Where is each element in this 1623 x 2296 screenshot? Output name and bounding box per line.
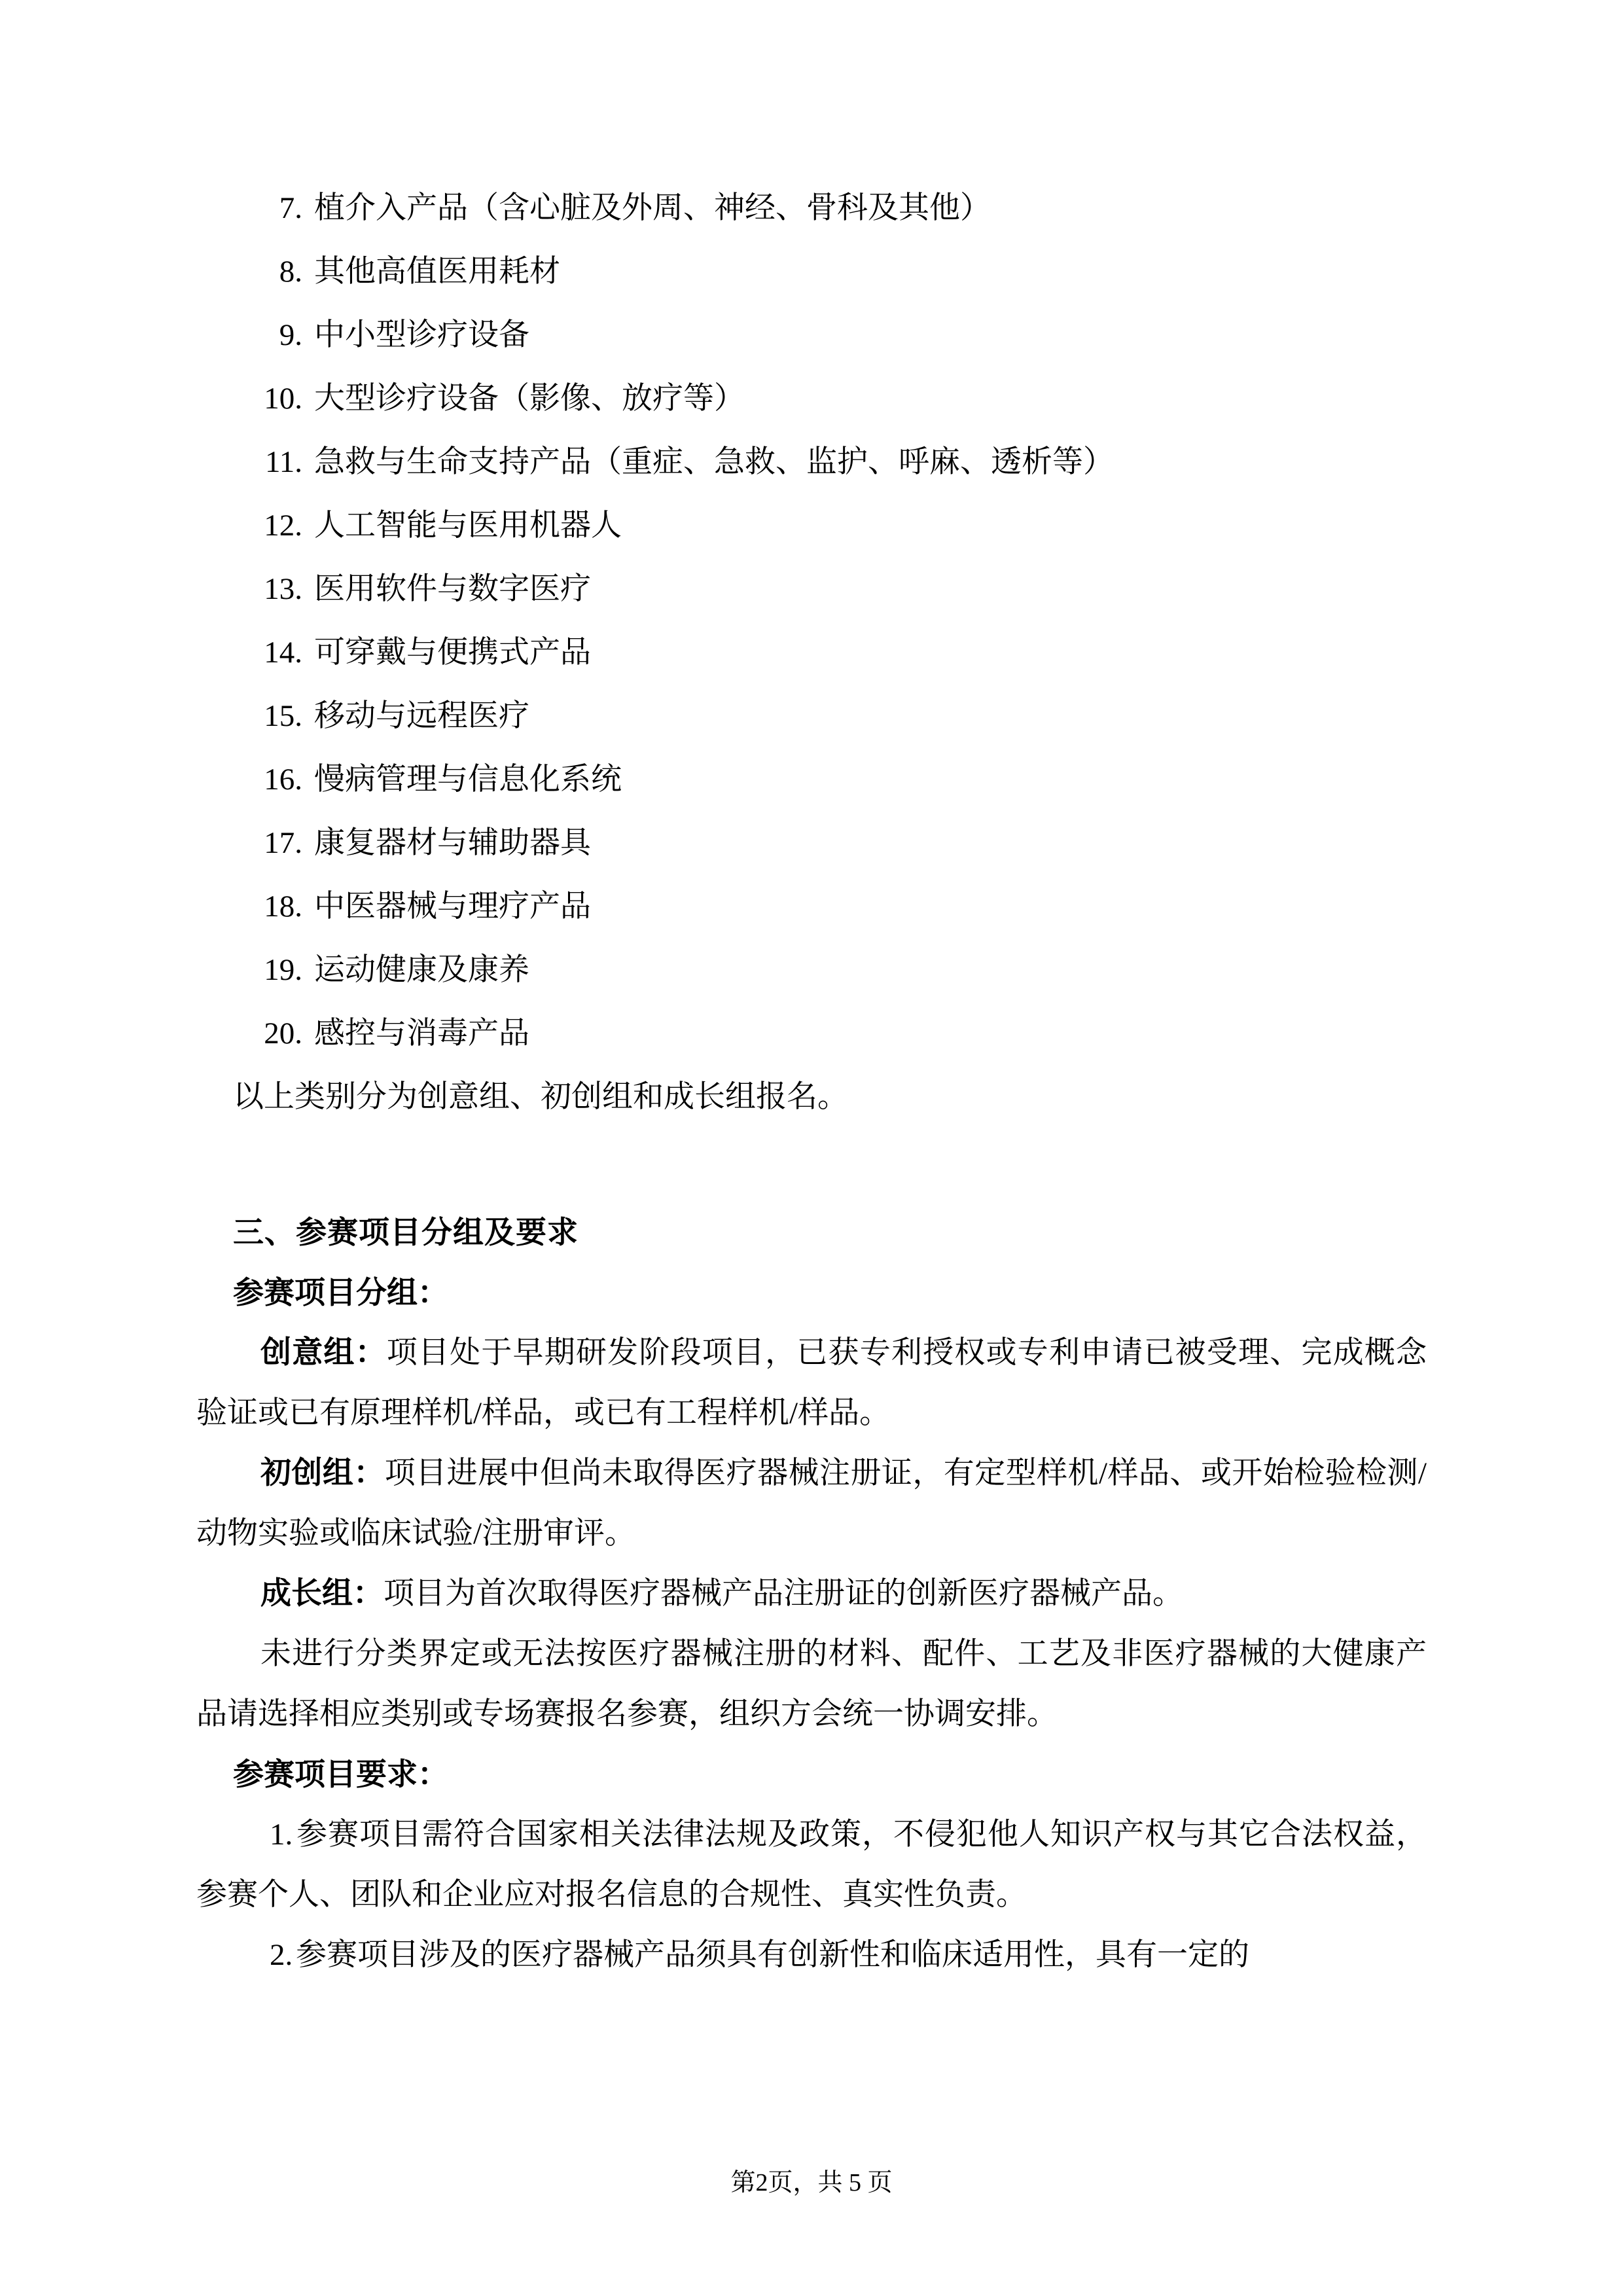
- grouping-subheading: 参赛项目分组：: [233, 1275, 448, 1310]
- list-item: [196, 939, 1427, 1002]
- list-item-label: 康复器材与辅助器具: [314, 826, 591, 860]
- requirement-number: 1.: [270, 1818, 293, 1852]
- list-item: [196, 367, 1427, 431]
- page-content: [196, 177, 1427, 1985]
- list-item: [196, 621, 1427, 685]
- list-item-number: 11.: [264, 445, 302, 479]
- list-item-number: 12.: [264, 509, 302, 543]
- grouping-extra-paragraph: 未进行分类界定或无法按医疗器械注册的材料、配件、工艺及非医疗器械的大健康产品请选择相应类别或专场赛报名参赛，组织方会统一协调安排。: [196, 1637, 1427, 1731]
- list-item: [196, 240, 1427, 304]
- list-item: [196, 558, 1427, 621]
- list-item: [196, 748, 1427, 812]
- requirement-number: 2.: [270, 1938, 293, 1972]
- list-item-number: 7.: [279, 191, 302, 225]
- list-item: [196, 685, 1427, 748]
- page-footer: 第2页，共 5 页: [730, 2169, 893, 2197]
- list-item-label: 医用软件与数字医疗: [314, 572, 591, 606]
- list-item-number: 9.: [279, 318, 302, 352]
- list-item-number: 15.: [264, 699, 302, 733]
- list-item-number: 13.: [264, 572, 302, 606]
- list-item-label: 其他高值医用耗材: [314, 255, 560, 289]
- group-text-startup: 项目进展中但尚未取得医疗器械注册证，有定型样机/样品、或开始检验检测/动物实验或临床试验/注册审评。: [196, 1456, 1427, 1551]
- list-item-label: 急救与生命支持产品（重症、急救、监护、呼麻、透析等）: [314, 445, 1114, 479]
- list-item-label: 中医器械与理疗产品: [314, 889, 591, 924]
- list-item-number: 19.: [264, 953, 302, 987]
- group-label-creative: 创意组：: [260, 1336, 387, 1370]
- requirement-text: 参赛项目需符合国家相关法律法规及政策，不侵犯他人知识产权与其它合法权益，参赛个人、团队和企业应对报名信息的合规性、真实性负责。: [196, 1818, 1427, 1912]
- list-item-number: 18.: [264, 889, 302, 924]
- list-item-number: 17.: [264, 826, 302, 860]
- list-item-label: 移动与远程医疗: [314, 699, 529, 733]
- list-item: [196, 1002, 1427, 1066]
- list-item-label: 中小型诊疗设备: [314, 318, 529, 352]
- group-paragraph-growth: [196, 1564, 1427, 1624]
- list-item-label: 大型诊疗设备（影像、放疗等）: [314, 382, 745, 416]
- group-text-creative: 项目处于早期研发阶段项目，已获专利授权或专利申请已被受理、完成概念验证或已有原理样机/样品，或已有工程样机/样品。: [196, 1336, 1427, 1430]
- category-list: [196, 177, 1427, 1066]
- categories-note: 以上类别分为创意组、初创组和成长组报名。: [233, 1080, 848, 1114]
- requirements-subheading: 参赛项目要求：: [233, 1757, 448, 1791]
- list-item-label: 感控与消毒产品: [314, 1016, 529, 1050]
- list-item: [196, 494, 1427, 558]
- list-item-number: 14.: [264, 636, 302, 670]
- list-item: [196, 875, 1427, 939]
- section-heading: 三、参赛项目分组及要求: [233, 1215, 579, 1249]
- list-item: [196, 431, 1427, 494]
- list-item-label: 慢病管理与信息化系统: [314, 762, 622, 797]
- requirement-item: [196, 1925, 1427, 1985]
- requirement-item: [196, 1804, 1427, 1925]
- list-item-number: 10.: [264, 382, 302, 416]
- list-item: [196, 177, 1427, 240]
- list-item: [196, 304, 1427, 367]
- group-paragraph-creative: [196, 1323, 1427, 1443]
- list-item-label: 植介入产品（含心脏及外周、神经、骨科及其他）: [314, 191, 991, 225]
- group-paragraph-startup: [196, 1443, 1427, 1564]
- list-item-number: 20.: [264, 1016, 302, 1050]
- group-text-growth: 项目为首次取得医疗器械产品注册证的创新医疗器械产品。: [383, 1577, 1183, 1611]
- list-item-label: 人工智能与医用机器人: [314, 509, 622, 543]
- group-label-growth: 成长组：: [260, 1577, 383, 1611]
- requirement-text: 参赛项目涉及的医疗器械产品须具有创新性和临床适用性，具有一定的: [296, 1938, 1249, 1972]
- list-item-label: 运动健康及康养: [314, 953, 529, 987]
- list-item: [196, 812, 1427, 875]
- list-item-number: 8.: [279, 255, 302, 289]
- spacer: [196, 1129, 1427, 1202]
- group-label-startup: 初创组：: [260, 1456, 385, 1490]
- list-item-number: 16.: [264, 762, 302, 797]
- list-item-label: 可穿戴与便携式产品: [314, 636, 591, 670]
